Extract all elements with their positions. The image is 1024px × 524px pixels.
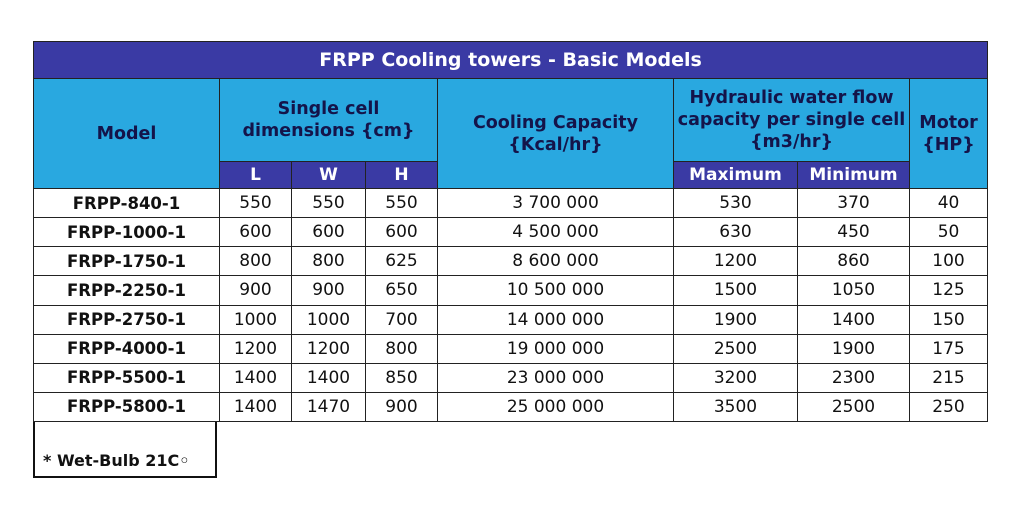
table-row xyxy=(34,305,988,334)
cell-motor: 100 xyxy=(910,247,988,276)
cell-flow-min: 2500 xyxy=(798,392,910,421)
cell-flow-max: 530 xyxy=(674,189,798,218)
cell-flow-min: 860 xyxy=(798,247,910,276)
cell-length: 1400 xyxy=(220,392,292,421)
cell-flow-min: 1050 xyxy=(798,276,910,305)
cell-motor: 125 xyxy=(910,276,988,305)
header-minimum: Minimum xyxy=(798,162,910,189)
header-motor: Motor {HP} xyxy=(910,79,988,189)
cell-capacity: 23 000 000 xyxy=(438,363,674,392)
header-cooling-capacity: Cooling Capacity {Kcal/hr} xyxy=(438,79,674,189)
cooling-towers-table xyxy=(33,41,988,422)
header-width: W xyxy=(292,162,366,189)
cell-height: 550 xyxy=(366,189,438,218)
cell-width: 600 xyxy=(292,218,366,247)
cell-flow-max: 3200 xyxy=(674,363,798,392)
cell-flow-min: 450 xyxy=(798,218,910,247)
header-length: L xyxy=(220,162,292,189)
cell-model: FRPP-2750-1 xyxy=(34,305,220,334)
cell-motor: 150 xyxy=(910,305,988,334)
cell-capacity: 25 000 000 xyxy=(438,392,674,421)
cell-length: 1400 xyxy=(220,363,292,392)
header-water-flow: Hydraulic water flow capacity per single cell {m3/hr} xyxy=(674,79,910,162)
cell-flow-min: 1400 xyxy=(798,305,910,334)
header-height: H xyxy=(366,162,438,189)
cell-model: FRPP-2250-1 xyxy=(34,276,220,305)
table-row xyxy=(34,363,988,392)
footnote-text: * Wet-Bulb 21C◦ xyxy=(43,451,190,470)
cell-flow-min: 1900 xyxy=(798,334,910,363)
cell-motor: 40 xyxy=(910,189,988,218)
cell-height: 600 xyxy=(366,218,438,247)
cell-motor: 175 xyxy=(910,334,988,363)
cell-capacity: 10 500 000 xyxy=(438,276,674,305)
cell-flow-max: 1500 xyxy=(674,276,798,305)
table-row xyxy=(34,392,988,421)
cell-height: 850 xyxy=(366,363,438,392)
header-maximum: Maximum xyxy=(674,162,798,189)
cell-height: 650 xyxy=(366,276,438,305)
table-row xyxy=(34,218,988,247)
table-row xyxy=(34,276,988,305)
cell-length: 900 xyxy=(220,276,292,305)
table-row xyxy=(34,334,988,363)
cell-height: 800 xyxy=(366,334,438,363)
cell-flow-max: 630 xyxy=(674,218,798,247)
cell-capacity: 14 000 000 xyxy=(438,305,674,334)
cell-length: 800 xyxy=(220,247,292,276)
cell-flow-max: 2500 xyxy=(674,334,798,363)
cell-capacity: 19 000 000 xyxy=(438,334,674,363)
cell-motor: 215 xyxy=(910,363,988,392)
cell-width: 1400 xyxy=(292,363,366,392)
cell-width: 900 xyxy=(292,276,366,305)
cell-length: 1000 xyxy=(220,305,292,334)
cell-flow-min: 2300 xyxy=(798,363,910,392)
cell-length: 550 xyxy=(220,189,292,218)
cell-flow-min: 370 xyxy=(798,189,910,218)
cell-flow-max: 3500 xyxy=(674,392,798,421)
cell-model: FRPP-1750-1 xyxy=(34,247,220,276)
cell-motor: 50 xyxy=(910,218,988,247)
cell-height: 900 xyxy=(366,392,438,421)
cell-length: 600 xyxy=(220,218,292,247)
cell-width: 550 xyxy=(292,189,366,218)
header-model: Model xyxy=(34,79,220,189)
cell-model: FRPP-1000-1 xyxy=(34,218,220,247)
footnote-box xyxy=(33,422,217,478)
cell-model: FRPP-840-1 xyxy=(34,189,220,218)
cell-height: 625 xyxy=(366,247,438,276)
cell-flow-max: 1900 xyxy=(674,305,798,334)
cell-height: 700 xyxy=(366,305,438,334)
cell-width: 800 xyxy=(292,247,366,276)
cell-model: FRPP-5800-1 xyxy=(34,392,220,421)
table-title: FRPP Cooling towers - Basic Models xyxy=(34,42,988,79)
cell-width: 1470 xyxy=(292,392,366,421)
table-row xyxy=(34,189,988,218)
cell-motor: 250 xyxy=(910,392,988,421)
table-row xyxy=(34,247,988,276)
cell-flow-max: 1200 xyxy=(674,247,798,276)
cell-model: FRPP-5500-1 xyxy=(34,363,220,392)
header-dimensions: Single cell dimensions {cm} xyxy=(220,79,438,162)
cell-capacity: 3 700 000 xyxy=(438,189,674,218)
cell-model: FRPP-4000-1 xyxy=(34,334,220,363)
cell-width: 1000 xyxy=(292,305,366,334)
cell-width: 1200 xyxy=(292,334,366,363)
cell-length: 1200 xyxy=(220,334,292,363)
cell-capacity: 4 500 000 xyxy=(438,218,674,247)
cell-capacity: 8 600 000 xyxy=(438,247,674,276)
